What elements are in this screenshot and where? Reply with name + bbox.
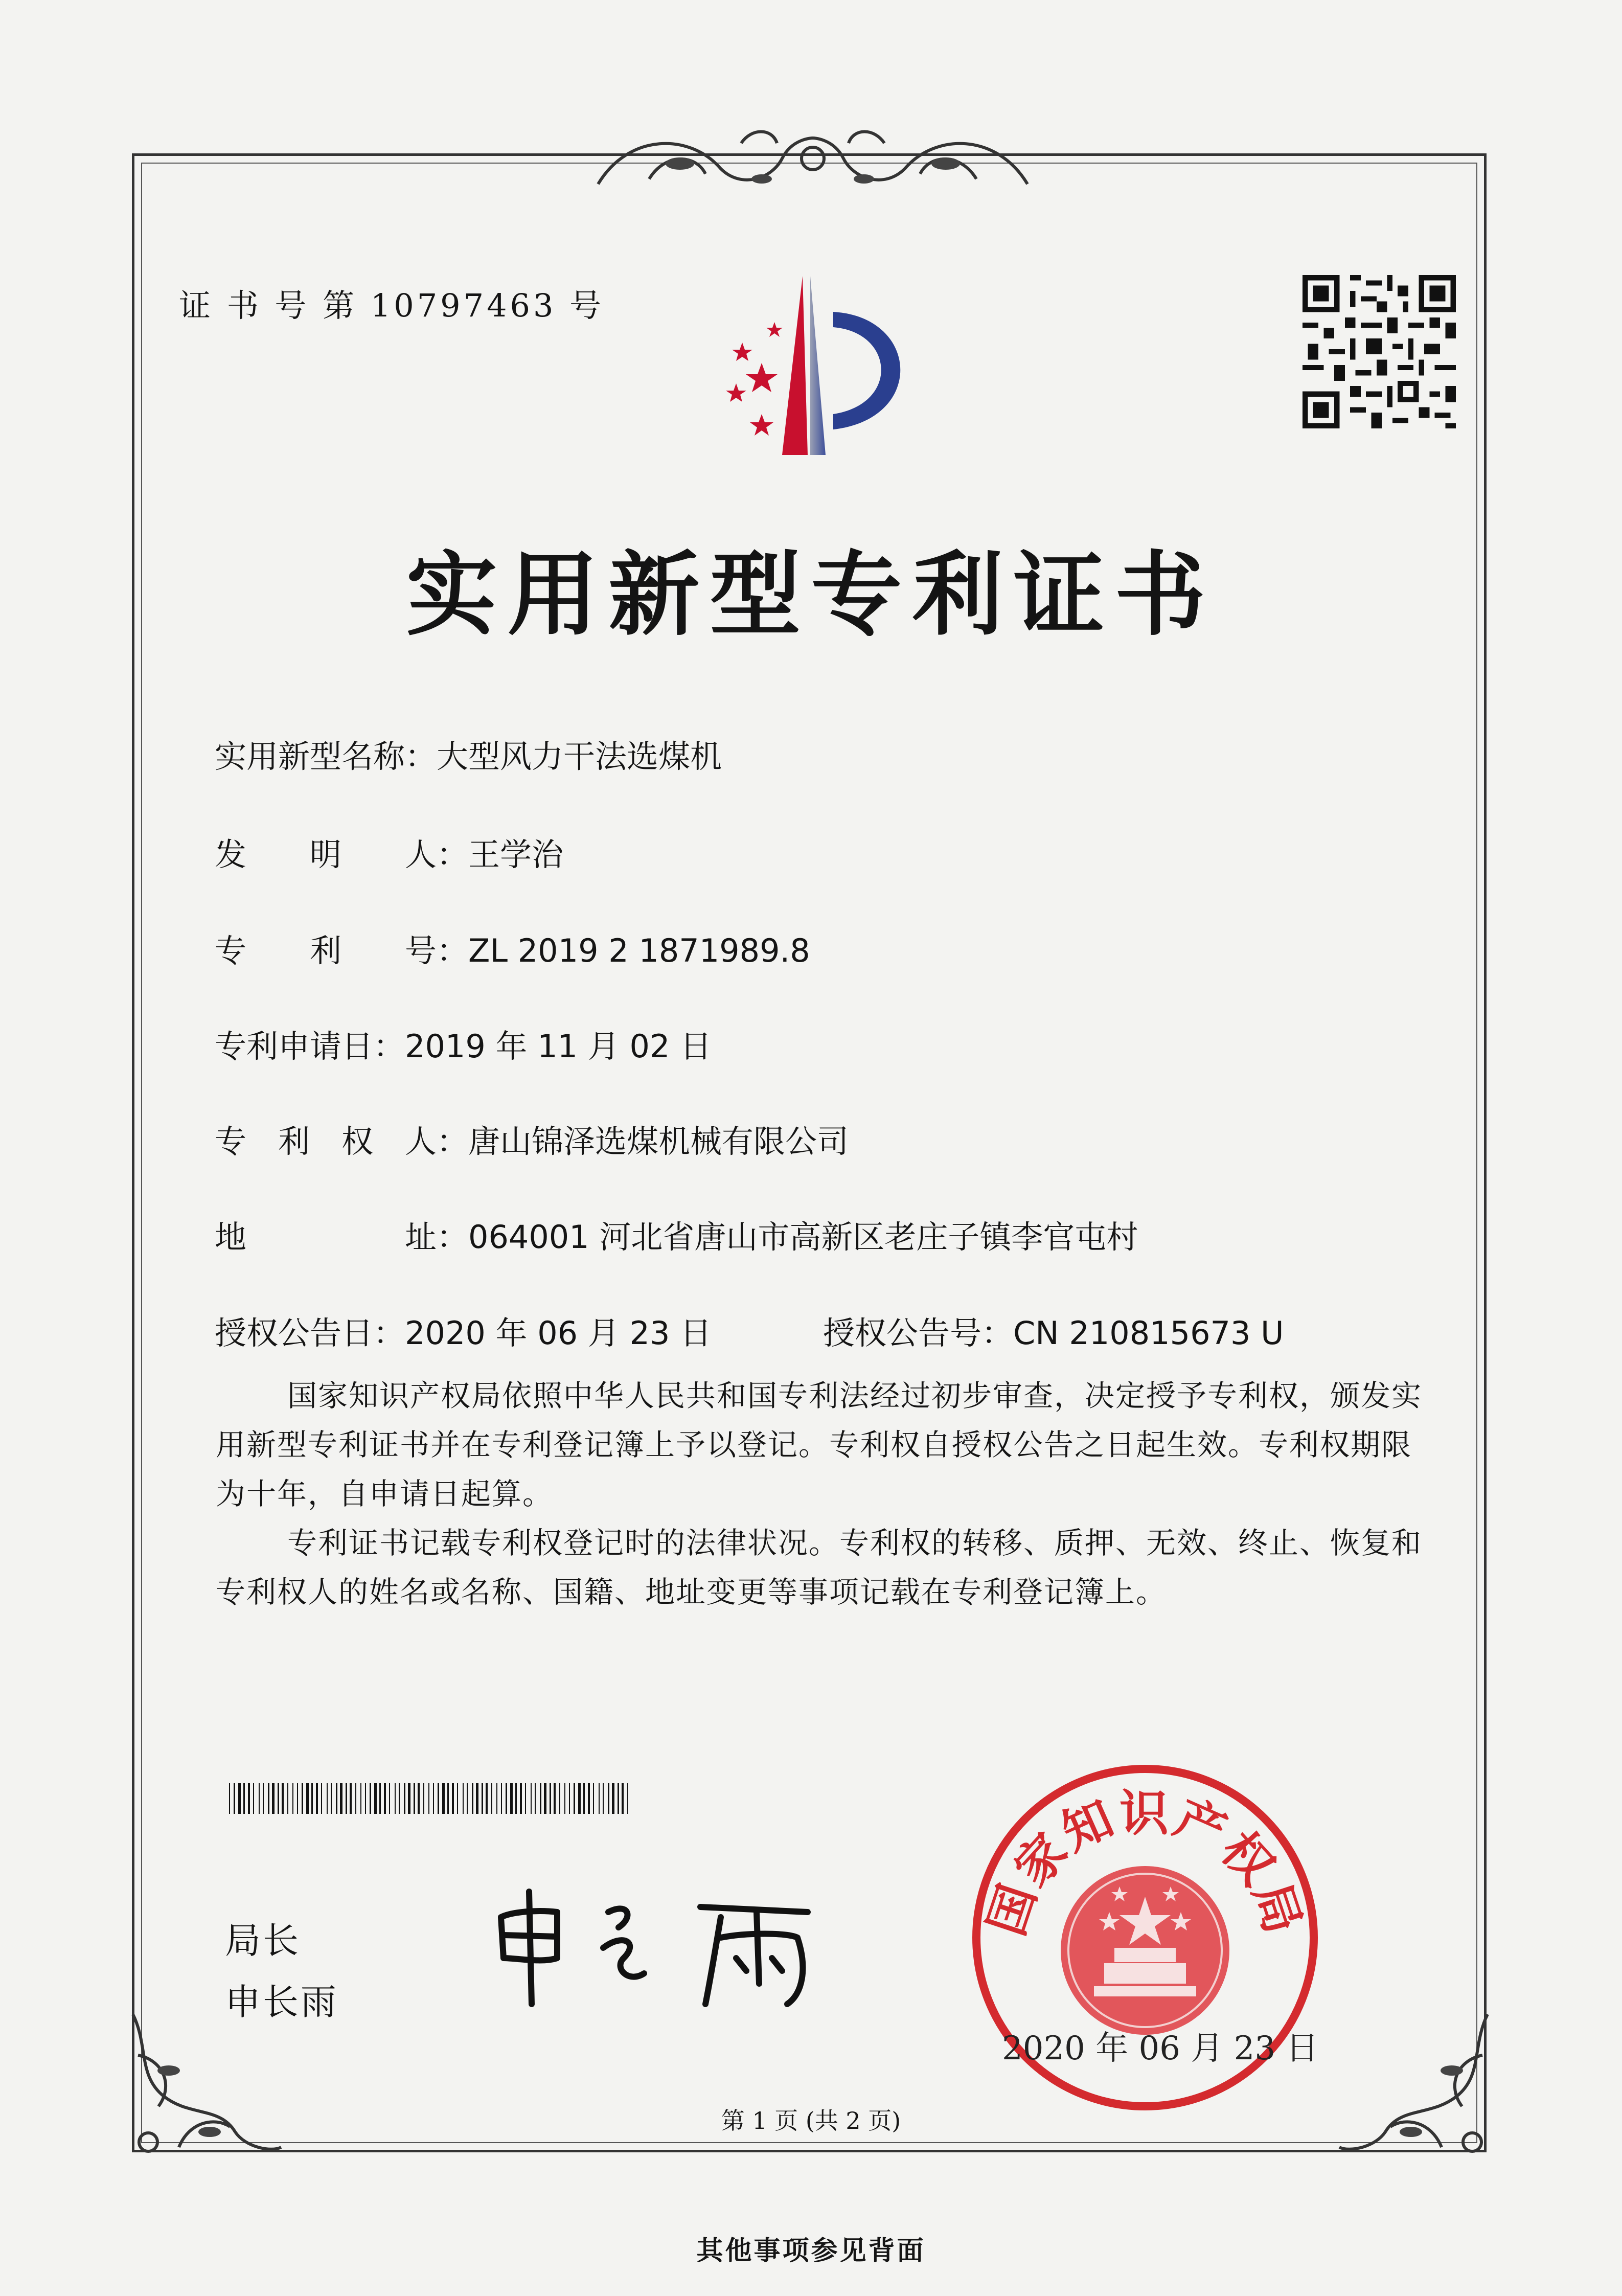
field-inventor <box>215 829 563 875</box>
certificate-number: 证 书 号 第 10797463 号 <box>179 287 605 324</box>
signature-icon <box>481 1881 828 2009</box>
field-grant-no <box>823 1308 1284 1353</box>
bottom-right-ornament-icon <box>1329 1994 1503 2168</box>
director-name: 申长雨 <box>225 1981 338 2023</box>
field-grant-date-value: 2020 年 06 月 23 日 <box>405 1314 712 1352</box>
field-address <box>215 1212 1138 1257</box>
field-patentee-value: 唐山锦泽选煤机械有限公司 <box>468 1123 849 1160</box>
field-filing-date-label: 专利申请日： <box>215 1028 405 1065</box>
director-title: 局长 <box>225 1920 301 1962</box>
field-name-value: 大型风力干法选煤机 <box>437 738 722 775</box>
paragraph-legal-status: 专利证书记载专利权登记时的法律状况。专利权的转移、质押、无效、终止、恢复和专利权人的姓名或名称、国籍、地址变更等事项记载在专利登记簿上。 <box>216 1526 1423 1609</box>
field-patentee <box>215 1116 849 1162</box>
cnipa-logo-icon <box>705 266 946 470</box>
field-inventor-label: 发 明 人： <box>215 836 469 873</box>
field-grant-date <box>215 1308 712 1353</box>
field-filing-date <box>215 1021 712 1066</box>
field-patentee-label: 专 利 权 人： <box>215 1123 469 1160</box>
seal-text: 国家知识产权局 <box>977 1784 1313 1943</box>
top-ornament-icon <box>588 123 1038 199</box>
footer-note: 其他事项参见背面 <box>696 2235 926 2266</box>
page-number: 第 1 页 (共 2 页) <box>721 2107 901 2134</box>
field-patent-no <box>215 925 810 971</box>
paragraph-grant-statement: 国家知识产权局依照中华人民共和国专利法经过初步审查，决定授予专利权，颁发实用新型专利证书并在专利登记簿上予以登记。专利权自授权公告之日起生效。专利权期限为十年，自申请日起算。 <box>216 1378 1423 1511</box>
field-patent-no-label: 专 利 号： <box>215 932 469 969</box>
seal-date: 2020 年 06 月 23 日 <box>1002 2030 1319 2067</box>
field-address-value: 064001 河北省唐山市高新区老庄子镇李官屯村 <box>468 1218 1138 1256</box>
field-name-label: 实用新型名称： <box>215 738 437 775</box>
field-patent-no-value: ZL 2019 2 1871989.8 <box>468 932 810 969</box>
field-address-label: 地 址： <box>215 1218 469 1256</box>
field-name <box>215 731 722 777</box>
field-grant-no-value: CN 210815673 U <box>1013 1314 1284 1352</box>
barcode-icon <box>229 1783 628 1814</box>
certificate-title: 实用新型专利证书 <box>406 541 1216 648</box>
field-inventor-value: 王学治 <box>468 836 564 873</box>
field-grant-no-label: 授权公告号： <box>823 1314 1014 1352</box>
qr-code-icon <box>1303 275 1456 428</box>
field-grant-date-label: 授权公告日： <box>215 1314 405 1352</box>
field-filing-date-value: 2019 年 11 月 02 日 <box>405 1028 712 1065</box>
